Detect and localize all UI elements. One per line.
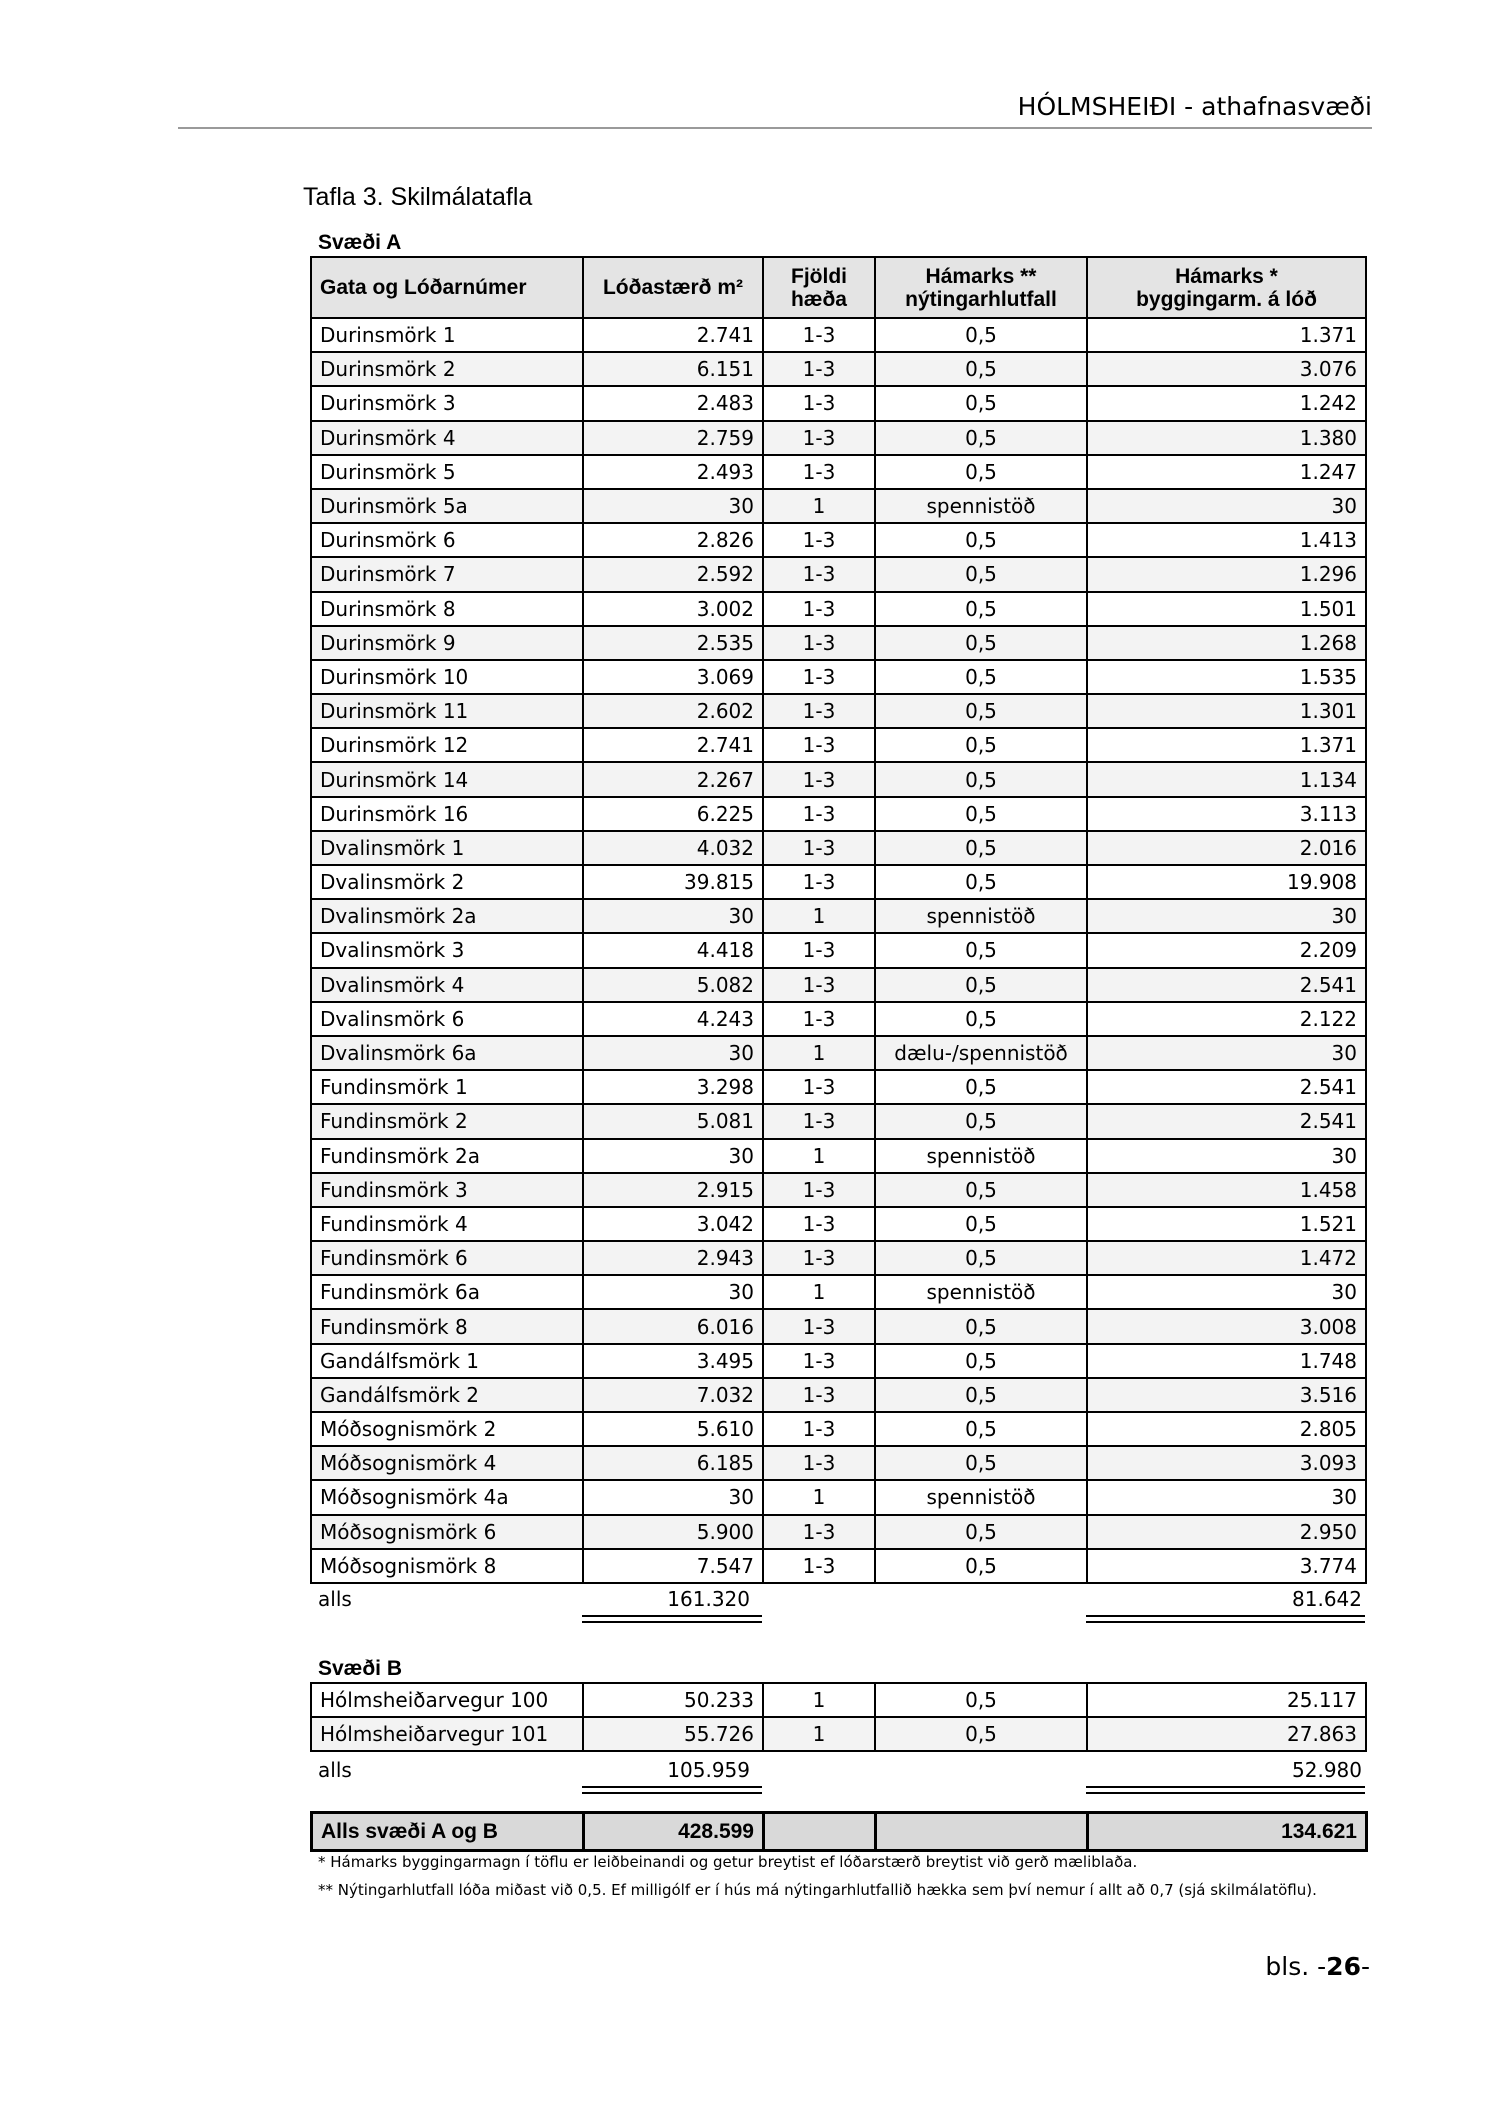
grand-total-label: Alls svæði A og B — [312, 1813, 584, 1851]
cell-size: 2.483 — [583, 386, 763, 420]
table-row — [311, 1480, 1366, 1514]
cell-floors: 1-3 — [763, 660, 875, 694]
cell-ratio: 0,5 — [875, 523, 1087, 557]
cell-name: Móðsognismörk 6 — [311, 1515, 583, 1549]
cell-floors: 1-3 — [763, 831, 875, 865]
cell-ratio: 0,5 — [875, 455, 1087, 489]
table-row — [311, 1309, 1366, 1343]
cell-max: 3.113 — [1087, 797, 1366, 831]
cell-floors: 1 — [763, 1139, 875, 1173]
cell-size: 30 — [583, 899, 763, 933]
cell-floors: 1-3 — [763, 1412, 875, 1446]
cell-max: 30 — [1087, 1480, 1366, 1514]
cell-ratio: 0,5 — [875, 1412, 1087, 1446]
cell-name: Fundinsmörk 4 — [311, 1207, 583, 1241]
cell-size: 4.032 — [583, 831, 763, 865]
section-a-total-size: 161.320 — [667, 1587, 750, 1611]
footnote-1: * Hámarks byggingarmagn í töflu er leiðbeinandi og getur breytist ef lóðarstærð breytist við gerð mæliblaða. — [318, 1853, 1138, 1871]
cell-name: Durinsmörk 7 — [311, 557, 583, 591]
cell-max: 1.296 — [1087, 557, 1366, 591]
cell-floors: 1-3 — [763, 1241, 875, 1275]
cell-ratio: 0,5 — [875, 728, 1087, 762]
cell-max: 30 — [1087, 1275, 1366, 1309]
section-b-total-size: 105.959 — [667, 1758, 750, 1782]
cell-name: Durinsmörk 2 — [311, 352, 583, 386]
table-row — [311, 421, 1366, 455]
cell-floors: 1-3 — [763, 1344, 875, 1378]
cell-max: 1.134 — [1087, 762, 1366, 796]
cell-ratio: 0,5 — [875, 831, 1087, 865]
cell-max: 30 — [1087, 1139, 1366, 1173]
cell-name: Dvalinsmörk 2a — [311, 899, 583, 933]
cell-max: 1.501 — [1087, 592, 1366, 626]
table-row — [311, 523, 1366, 557]
cell-size: 3.002 — [583, 592, 763, 626]
cell-floors: 1 — [763, 489, 875, 523]
cell-name: Fundinsmörk 6 — [311, 1241, 583, 1275]
cell-floors: 1-3 — [763, 797, 875, 831]
cell-ratio: spennistöð — [875, 899, 1087, 933]
cell-size: 2.741 — [583, 318, 763, 352]
cell-size: 4.418 — [583, 933, 763, 967]
cell-ratio: 0,5 — [875, 1446, 1087, 1480]
section-b-size-underline — [582, 1786, 762, 1794]
cell-name: Hólmsheiðarvegur 100 — [311, 1683, 583, 1717]
cell-ratio: 0,5 — [875, 1378, 1087, 1412]
table-row — [311, 592, 1366, 626]
page-number: bls. -26- — [1265, 1952, 1370, 1981]
cell-max: 2.541 — [1087, 968, 1366, 1002]
cell-name: Gandálfsmörk 1 — [311, 1344, 583, 1378]
grand-total-row — [312, 1813, 1367, 1851]
cell-floors: 1-3 — [763, 1070, 875, 1104]
header-rule — [178, 127, 1372, 129]
cell-name: Durinsmörk 16 — [311, 797, 583, 831]
table-row — [311, 797, 1366, 831]
cell-floors: 1 — [763, 899, 875, 933]
cell-size: 2.943 — [583, 1241, 763, 1275]
cell-max: 1.371 — [1087, 728, 1366, 762]
cell-ratio: 0,5 — [875, 352, 1087, 386]
table-row — [311, 557, 1366, 591]
cell-floors: 1-3 — [763, 626, 875, 660]
cell-floors: 1-3 — [763, 1173, 875, 1207]
grand-total-table — [310, 1811, 1368, 1852]
cell-floors: 1-3 — [763, 762, 875, 796]
section-b-total-row — [310, 1753, 1370, 1787]
cell-floors: 1-3 — [763, 592, 875, 626]
cell-floors: 1-3 — [763, 933, 875, 967]
section-a-label: Svæði A — [318, 231, 402, 254]
cell-max: 30 — [1087, 489, 1366, 523]
cell-size: 3.042 — [583, 1207, 763, 1241]
section-b-total-label: alls — [318, 1758, 352, 1782]
cell-ratio: 0,5 — [875, 1104, 1087, 1138]
cell-max: 2.805 — [1087, 1412, 1366, 1446]
table-row — [311, 1683, 1366, 1717]
cell-size: 30 — [583, 1275, 763, 1309]
cell-size: 30 — [583, 489, 763, 523]
cell-ratio: 0,5 — [875, 933, 1087, 967]
cell-ratio: 0,5 — [875, 968, 1087, 1002]
cell-max: 1.247 — [1087, 455, 1366, 489]
cell-floors: 1 — [763, 1036, 875, 1070]
cell-name: Fundinsmörk 2 — [311, 1104, 583, 1138]
cell-floors: 1-3 — [763, 1002, 875, 1036]
cell-size: 5.610 — [583, 1412, 763, 1446]
cell-name: Durinsmörk 8 — [311, 592, 583, 626]
cell-floors: 1 — [763, 1480, 875, 1514]
cell-size: 2.741 — [583, 728, 763, 762]
cell-floors: 1-3 — [763, 421, 875, 455]
cell-ratio: 0,5 — [875, 1683, 1087, 1717]
cell-name: Durinsmörk 11 — [311, 694, 583, 728]
cell-ratio: 0,5 — [875, 318, 1087, 352]
table-row — [311, 1070, 1366, 1104]
cell-max: 1.748 — [1087, 1344, 1366, 1378]
cell-floors: 1 — [763, 1275, 875, 1309]
section-a-total-row — [310, 1582, 1370, 1616]
cell-max: 3.076 — [1087, 352, 1366, 386]
cell-max: 1.380 — [1087, 421, 1366, 455]
table-row — [311, 386, 1366, 420]
table-row — [311, 762, 1366, 796]
cell-name: Dvalinsmörk 4 — [311, 968, 583, 1002]
cell-ratio: spennistöð — [875, 1480, 1087, 1514]
col-header-size: Lóðastærð m² — [583, 257, 763, 318]
cell-max: 1.521 — [1087, 1207, 1366, 1241]
cell-max: 19.908 — [1087, 865, 1366, 899]
table-row — [311, 933, 1366, 967]
table-row — [311, 352, 1366, 386]
cell-floors: 1-3 — [763, 352, 875, 386]
col-header-floors: Fjöldi hæða — [763, 257, 875, 318]
cell-name: Durinsmörk 3 — [311, 386, 583, 420]
cell-ratio: 0,5 — [875, 762, 1087, 796]
cell-name: Durinsmörk 1 — [311, 318, 583, 352]
cell-name: Durinsmörk 4 — [311, 421, 583, 455]
cell-name: Durinsmörk 5a — [311, 489, 583, 523]
cell-size: 3.298 — [583, 1070, 763, 1104]
cell-size: 3.495 — [583, 1344, 763, 1378]
cell-ratio: spennistöð — [875, 1275, 1087, 1309]
cell-ratio: 0,5 — [875, 421, 1087, 455]
cell-size: 2.915 — [583, 1173, 763, 1207]
cell-name: Móðsognismörk 4 — [311, 1446, 583, 1480]
cell-ratio: 0,5 — [875, 1002, 1087, 1036]
table-row — [311, 455, 1366, 489]
col-header-ratio: Hámarks ** nýtingarhlutfall — [875, 257, 1087, 318]
table-row — [311, 1207, 1366, 1241]
table-caption: Tafla 3. Skilmálatafla — [303, 183, 533, 211]
cell-ratio: 0,5 — [875, 1717, 1087, 1751]
cell-name: Móðsognismörk 2 — [311, 1412, 583, 1446]
cell-size: 2.493 — [583, 455, 763, 489]
section-b-table — [310, 1682, 1367, 1752]
cell-max: 1.371 — [1087, 318, 1366, 352]
section-a-max-underline — [1086, 1615, 1365, 1623]
cell-max: 2.950 — [1087, 1515, 1366, 1549]
cell-ratio: 0,5 — [875, 660, 1087, 694]
cell-ratio: 0,5 — [875, 557, 1087, 591]
cell-max: 2.122 — [1087, 1002, 1366, 1036]
cell-floors: 1-3 — [763, 1549, 875, 1583]
col-header-name: Gata og Lóðarnúmer — [311, 257, 583, 318]
cell-name: Dvalinsmörk 1 — [311, 831, 583, 865]
cell-max: 1.301 — [1087, 694, 1366, 728]
table-row — [311, 318, 1366, 352]
cell-floors: 1 — [763, 1717, 875, 1751]
cell-floors: 1-3 — [763, 318, 875, 352]
cell-max: 1.268 — [1087, 626, 1366, 660]
cell-ratio: 0,5 — [875, 797, 1087, 831]
cell-floors: 1-3 — [763, 1446, 875, 1480]
footnote-2: ** Nýtingarhlutfall lóða miðast við 0,5. Ef milligólf er í hús má nýtingarhlutfallið hækka sem því nemur í allt að 0,7 (sjá skilmálatöflu). — [318, 1881, 1317, 1899]
section-b-total-max: 52.980 — [1292, 1758, 1362, 1782]
cell-size: 30 — [583, 1036, 763, 1070]
cell-ratio: 0,5 — [875, 865, 1087, 899]
table-row — [311, 626, 1366, 660]
cell-floors: 1-3 — [763, 523, 875, 557]
cell-size: 2.592 — [583, 557, 763, 591]
cell-size: 5.082 — [583, 968, 763, 1002]
cell-size: 6.225 — [583, 797, 763, 831]
cell-floors: 1 — [763, 1683, 875, 1717]
cell-max: 25.117 — [1087, 1683, 1366, 1717]
cell-ratio: spennistöð — [875, 489, 1087, 523]
cell-max: 2.541 — [1087, 1104, 1366, 1138]
grand-total-floors-empty — [764, 1813, 876, 1851]
cell-floors: 1-3 — [763, 455, 875, 489]
cell-size: 4.243 — [583, 1002, 763, 1036]
table-row — [311, 1378, 1366, 1412]
table-row — [311, 1139, 1366, 1173]
cell-ratio: 0,5 — [875, 626, 1087, 660]
cell-size: 3.069 — [583, 660, 763, 694]
cell-ratio: 0,5 — [875, 386, 1087, 420]
cell-size: 7.032 — [583, 1378, 763, 1412]
cell-size: 5.900 — [583, 1515, 763, 1549]
cell-floors: 1-3 — [763, 968, 875, 1002]
section-a-table — [310, 256, 1367, 1584]
cell-name: Dvalinsmörk 2 — [311, 865, 583, 899]
cell-floors: 1-3 — [763, 1104, 875, 1138]
cell-floors: 1-3 — [763, 1515, 875, 1549]
grand-total-ratio-empty — [876, 1813, 1088, 1851]
table-row — [311, 1002, 1366, 1036]
table-row — [311, 660, 1366, 694]
cell-floors: 1-3 — [763, 1207, 875, 1241]
cell-floors: 1-3 — [763, 728, 875, 762]
cell-size: 2.759 — [583, 421, 763, 455]
cell-size: 2.602 — [583, 694, 763, 728]
col-header-max: Hámarks * byggingarm. á lóð — [1087, 257, 1366, 318]
cell-max: 2.541 — [1087, 1070, 1366, 1104]
cell-name: Durinsmörk 14 — [311, 762, 583, 796]
cell-name: Durinsmörk 6 — [311, 523, 583, 557]
cell-size: 50.233 — [583, 1683, 763, 1717]
section-b-label: Svæði B — [318, 1657, 403, 1680]
cell-name: Durinsmörk 10 — [311, 660, 583, 694]
cell-floors: 1-3 — [763, 557, 875, 591]
cell-max: 3.774 — [1087, 1549, 1366, 1583]
cell-name: Hólmsheiðarvegur 101 — [311, 1717, 583, 1751]
grand-total-max: 134.621 — [1088, 1813, 1367, 1851]
cell-name: Durinsmörk 5 — [311, 455, 583, 489]
page-header-title: HÓLMSHEIÐI - athafnasvæði — [1017, 92, 1372, 121]
cell-floors: 1-3 — [763, 694, 875, 728]
cell-name: Gandálfsmörk 2 — [311, 1378, 583, 1412]
cell-name: Dvalinsmörk 3 — [311, 933, 583, 967]
cell-max: 2.209 — [1087, 933, 1366, 967]
cell-ratio: 0,5 — [875, 1549, 1087, 1583]
table-row — [311, 1241, 1366, 1275]
cell-max: 27.863 — [1087, 1717, 1366, 1751]
cell-floors: 1-3 — [763, 386, 875, 420]
cell-ratio: 0,5 — [875, 1309, 1087, 1343]
table-row — [311, 1515, 1366, 1549]
cell-ratio: 0,5 — [875, 1173, 1087, 1207]
section-a-size-underline — [582, 1615, 762, 1623]
cell-size: 2.826 — [583, 523, 763, 557]
section-a-total-label: alls — [318, 1587, 352, 1611]
cell-name: Móðsognismörk 4a — [311, 1480, 583, 1514]
cell-size: 6.185 — [583, 1446, 763, 1480]
cell-ratio: 0,5 — [875, 1207, 1087, 1241]
cell-name: Fundinsmörk 8 — [311, 1309, 583, 1343]
table-row — [311, 1717, 1366, 1751]
cell-name: Fundinsmörk 1 — [311, 1070, 583, 1104]
table-row — [311, 1036, 1366, 1070]
cell-ratio: 0,5 — [875, 1070, 1087, 1104]
table-row — [311, 1412, 1366, 1446]
table-row — [311, 1446, 1366, 1480]
table-row — [311, 831, 1366, 865]
cell-size: 6.151 — [583, 352, 763, 386]
cell-ratio: 0,5 — [875, 1344, 1087, 1378]
table-row — [311, 1275, 1366, 1309]
cell-max: 30 — [1087, 1036, 1366, 1070]
grand-total-size: 428.599 — [584, 1813, 764, 1851]
cell-ratio: dælu-/spennistöð — [875, 1036, 1087, 1070]
table-row — [311, 1104, 1366, 1138]
cell-max: 3.516 — [1087, 1378, 1366, 1412]
cell-name: Durinsmörk 12 — [311, 728, 583, 762]
cell-name: Durinsmörk 9 — [311, 626, 583, 660]
cell-size: 30 — [583, 1139, 763, 1173]
cell-size: 2.535 — [583, 626, 763, 660]
table-row — [311, 968, 1366, 1002]
cell-floors: 1-3 — [763, 1309, 875, 1343]
cell-max: 1.535 — [1087, 660, 1366, 694]
cell-size: 55.726 — [583, 1717, 763, 1751]
cell-name: Fundinsmörk 6a — [311, 1275, 583, 1309]
cell-size: 2.267 — [583, 762, 763, 796]
cell-name: Fundinsmörk 3 — [311, 1173, 583, 1207]
cell-max: 1.242 — [1087, 386, 1366, 420]
cell-max: 3.008 — [1087, 1309, 1366, 1343]
cell-name: Dvalinsmörk 6a — [311, 1036, 583, 1070]
cell-size: 6.016 — [583, 1309, 763, 1343]
cell-max: 30 — [1087, 899, 1366, 933]
section-a-total-max: 81.642 — [1292, 1587, 1362, 1611]
cell-floors: 1-3 — [763, 865, 875, 899]
cell-size: 7.547 — [583, 1549, 763, 1583]
table-row — [311, 899, 1366, 933]
cell-name: Dvalinsmörk 6 — [311, 1002, 583, 1036]
table-row — [311, 1344, 1366, 1378]
cell-name: Móðsognismörk 8 — [311, 1549, 583, 1583]
table-row — [311, 1549, 1366, 1583]
table-row — [311, 728, 1366, 762]
table-row — [311, 489, 1366, 523]
cell-ratio: 0,5 — [875, 1515, 1087, 1549]
cell-max: 1.472 — [1087, 1241, 1366, 1275]
cell-ratio: 0,5 — [875, 592, 1087, 626]
cell-ratio: 0,5 — [875, 1241, 1087, 1275]
cell-ratio: 0,5 — [875, 694, 1087, 728]
cell-name: Fundinsmörk 2a — [311, 1139, 583, 1173]
section-b-max-underline — [1086, 1786, 1365, 1794]
cell-max: 3.093 — [1087, 1446, 1366, 1480]
table-row — [311, 1173, 1366, 1207]
cell-ratio: spennistöð — [875, 1139, 1087, 1173]
cell-max: 1.413 — [1087, 523, 1366, 557]
cell-size: 39.815 — [583, 865, 763, 899]
table-row — [311, 865, 1366, 899]
cell-size: 5.081 — [583, 1104, 763, 1138]
cell-floors: 1-3 — [763, 1378, 875, 1412]
cell-max: 2.016 — [1087, 831, 1366, 865]
cell-size: 30 — [583, 1480, 763, 1514]
cell-max: 1.458 — [1087, 1173, 1366, 1207]
table-row — [311, 694, 1366, 728]
